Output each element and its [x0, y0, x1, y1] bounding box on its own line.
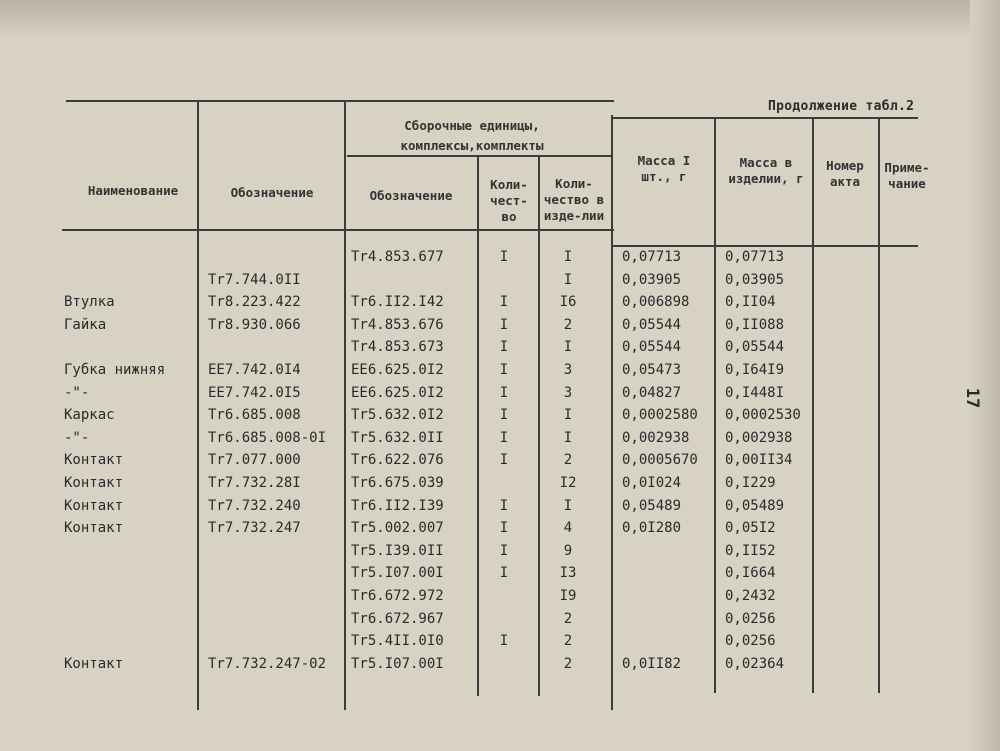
- row-qty: I: [499, 316, 509, 333]
- page-number: 17: [962, 387, 983, 409]
- row-assembly-designation: Tr5.4II.0I0: [351, 633, 444, 650]
- row-name: -"-: [64, 429, 90, 446]
- row-qty-in-product: I: [563, 271, 573, 288]
- row-mass-in-product: 0,II52: [725, 542, 776, 559]
- header-qty-in-product: Коли-чество в изде-лии: [543, 176, 605, 223]
- continuation-label: Продолжение табл.2: [768, 99, 915, 114]
- row-name: Губка нижняя: [64, 362, 166, 378]
- header-mass-in-product: Масса в изделии, г: [728, 155, 804, 186]
- header-mass-one: Масса I шт., г: [637, 153, 691, 184]
- row-qty: I: [499, 407, 509, 424]
- header-act-number: Номер акта: [826, 158, 864, 189]
- row-name: -"-: [64, 384, 90, 401]
- row-mass-in-product: 0,I229: [725, 475, 776, 491]
- row-name: Каркас: [64, 407, 115, 424]
- row-name: Контакт: [64, 475, 124, 491]
- header-assemblies-group: Сборочные единицы, комплексы,комплекты: [400, 118, 544, 153]
- row-qty: I: [499, 429, 509, 446]
- row-qty-in-product: 2: [563, 655, 573, 672]
- col-divider-mass1: [714, 118, 716, 693]
- row-mass-in-product: 0,0256: [725, 633, 776, 650]
- row-assembly-designation: Tr6.675.039: [351, 475, 444, 491]
- row-mass-in-product: 0,05489: [725, 497, 785, 514]
- row-mass-one: 0,0005670: [622, 452, 698, 469]
- row-mass-one: 0,0I280: [622, 520, 682, 537]
- row-mass-one: 0,05544: [622, 339, 682, 356]
- row-qty-in-product: 2: [563, 633, 573, 650]
- row-mass-in-product: 0,I448I: [725, 384, 785, 401]
- col-divider-qty: [538, 156, 540, 696]
- row-qty-in-product: I: [563, 407, 573, 424]
- table-top-rule: [66, 100, 614, 102]
- row-designation: Tr7.732.247-02: [208, 655, 327, 672]
- row-qty-in-product: 3: [563, 362, 573, 378]
- row-qty-in-product: I: [563, 497, 573, 514]
- row-assembly-designation: EE6.625.0I2: [351, 362, 444, 378]
- header-note: Приме-чание: [884, 160, 930, 191]
- row-mass-in-product: 0,02364: [725, 655, 785, 672]
- row-assembly-designation: Tr5.632.0I2: [351, 407, 444, 424]
- row-qty-in-product: 2: [563, 316, 573, 333]
- row-mass-one: 0,006898: [622, 294, 690, 311]
- row-designation: Tr6.685.008-0I: [208, 429, 327, 446]
- row-designation: Tr7.732.240: [208, 497, 301, 514]
- row-assembly-designation: Tr6.672.967: [351, 610, 444, 627]
- row-mass-one: 0,04827: [622, 384, 682, 401]
- header-qty: Коли-чест-во: [490, 177, 528, 224]
- row-qty: I: [499, 339, 509, 356]
- page-top-shadow: [0, 0, 1000, 36]
- header-assembly-designation: Обозначение: [369, 188, 453, 203]
- row-designation: Tr7.744.0II: [208, 271, 301, 288]
- header-designation: Обозначение: [230, 185, 314, 200]
- row-mass-one: 0,05544: [622, 316, 682, 333]
- row-assembly-designation: Tr5.002.007: [351, 520, 444, 537]
- row-mass-in-product: 0,II088: [725, 316, 785, 333]
- row-assembly-designation: Tr6.II2.I39: [351, 497, 444, 514]
- row-qty-in-product: I2: [559, 475, 577, 491]
- row-designation: EE7.742.0I4: [208, 362, 301, 378]
- row-qty: I: [499, 294, 509, 311]
- row-name: Контакт: [64, 497, 124, 514]
- row-mass-in-product: 0,03905: [725, 271, 785, 288]
- row-mass-one: 0,002938: [622, 429, 690, 446]
- col-divider-act: [878, 118, 880, 693]
- header-name: Наименование: [87, 183, 179, 198]
- row-designation: EE7.742.0I5: [208, 384, 301, 401]
- row-qty-in-product: I3: [559, 565, 577, 582]
- row-qty: I: [499, 565, 509, 582]
- row-assembly-designation: Tr6.622.076: [351, 452, 444, 469]
- row-qty: I: [499, 249, 509, 265]
- row-mass-in-product: 0,0256: [725, 610, 776, 627]
- table-top-rule-right: [612, 117, 918, 119]
- row-qty-in-product: I6: [559, 294, 577, 311]
- row-assembly-designation: Tr6.II2.I42: [351, 294, 444, 311]
- row-mass-one: 0,0II82: [622, 655, 682, 672]
- row-designation: Tr8.223.422: [208, 294, 301, 311]
- row-assembly-designation: Tr4.853.673: [351, 339, 444, 356]
- row-mass-one: 0,05489: [622, 497, 682, 514]
- row-mass-one: 0,0I024: [622, 475, 682, 491]
- row-name: Контакт: [64, 452, 124, 469]
- row-qty-in-product: 4: [563, 520, 573, 537]
- row-qty-in-product: 2: [563, 452, 573, 469]
- row-designation: Tr7.732.247: [208, 520, 301, 537]
- row-qty-in-product: I9: [559, 588, 577, 604]
- row-qty: I: [499, 452, 509, 469]
- row-mass-one: 0,05473: [622, 362, 682, 378]
- row-name: Контакт: [64, 655, 124, 672]
- row-mass-in-product: 0,07713: [725, 249, 785, 265]
- row-assembly-designation: Tr4.853.677: [351, 249, 444, 265]
- row-designation: Tr8.930.066: [208, 316, 301, 333]
- row-qty-in-product: 9: [563, 542, 573, 559]
- row-mass-one: 0,0002580: [622, 407, 698, 424]
- row-qty-in-product: I: [563, 429, 573, 446]
- row-mass-in-product: 0,I664: [725, 565, 776, 582]
- row-name: Гайка: [64, 316, 107, 333]
- row-mass-in-product: 0,05I2: [725, 520, 776, 537]
- row-qty-in-product: I: [563, 339, 573, 356]
- col-divider-mass2: [812, 118, 814, 693]
- header-bottom-rule: [62, 229, 614, 231]
- row-name: Втулка: [64, 294, 115, 311]
- row-designation: Tr6.685.008: [208, 407, 301, 424]
- row-designation: Tr7.077.000: [208, 452, 301, 469]
- row-qty: I: [499, 633, 509, 650]
- row-qty: I: [499, 384, 509, 401]
- row-mass-in-product: 0,2432: [725, 588, 776, 604]
- row-assembly-designation: Tr6.672.972: [351, 588, 444, 604]
- row-qty-in-product: I: [563, 249, 573, 265]
- row-assembly-designation: Tr5.632.0II: [351, 429, 444, 446]
- row-qty-in-product: 3: [563, 384, 573, 401]
- row-designation: Tr7.732.28I: [208, 475, 301, 491]
- row-mass-in-product: 0,002938: [725, 429, 793, 446]
- row-assembly-designation: Tr5.I07.00I: [351, 565, 444, 582]
- col-divider-qty-in: [611, 115, 613, 710]
- row-qty: I: [499, 542, 509, 559]
- row-mass-in-product: 0,05544: [725, 339, 785, 356]
- row-assembly-designation: EE6.625.0I2: [351, 384, 444, 401]
- row-mass-in-product: 0,I64I9: [725, 362, 785, 378]
- row-name: Контакт: [64, 520, 124, 537]
- col-divider-name: [197, 100, 199, 710]
- row-mass-one: 0,03905: [622, 271, 682, 288]
- row-assembly-designation: Tr5.I07.00I: [351, 655, 444, 672]
- row-assembly-designation: Tr5.I39.0II: [351, 542, 444, 559]
- row-mass-in-product: 0,II04: [725, 294, 776, 311]
- row-mass-one: 0,07713: [622, 249, 682, 265]
- row-mass-in-product: 0,0002530: [725, 407, 801, 424]
- row-qty: I: [499, 520, 509, 537]
- col-divider-assembly: [477, 156, 479, 696]
- row-assembly-designation: Tr4.853.676: [351, 316, 444, 333]
- row-qty: I: [499, 362, 509, 378]
- page-right-edge: [970, 0, 1000, 751]
- row-qty-in-product: 2: [563, 610, 573, 627]
- row-mass-in-product: 0,00II34: [725, 452, 793, 469]
- col-divider-designation: [344, 100, 346, 710]
- row-qty: I: [499, 497, 509, 514]
